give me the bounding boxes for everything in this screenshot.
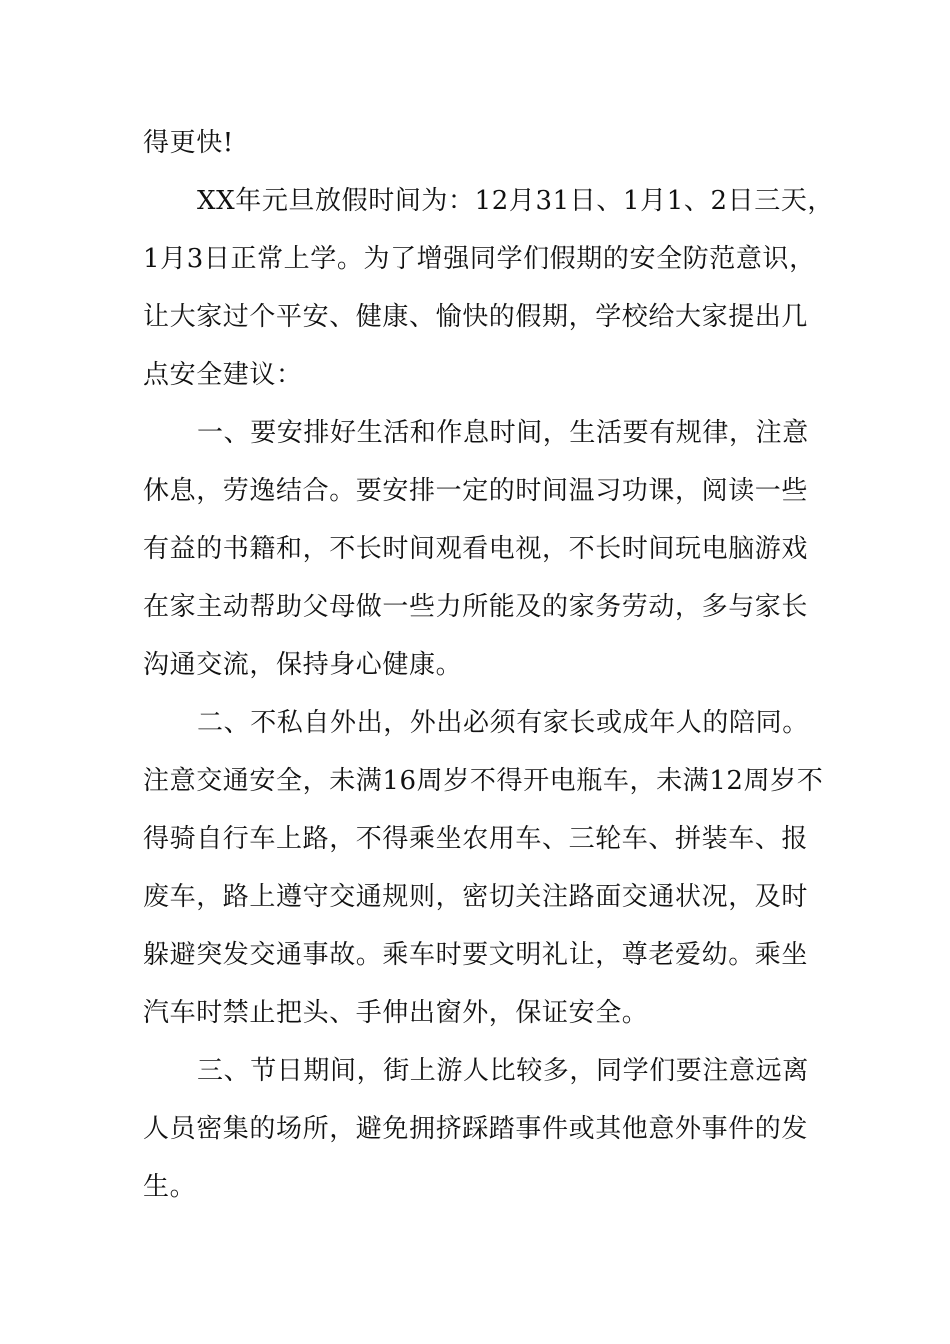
suggestion-3-line-first: 三、节日期间，街上游人比较多，同学们要注意远离 (197, 1056, 809, 1086)
suggestion-1-line: 有益的书籍和，不长时间观看电视，不长时间玩电脑游戏 (143, 534, 809, 564)
suggestion-2-line: 得骑自行车上路，不得乘坐农用车、三轮车、拼装车、报 (143, 824, 809, 854)
holiday-schedule-line: 让大家过个平安、健康、愉快的假期，学校给大家提出几 (143, 302, 809, 332)
suggestion-2-line: 躲避突发交通事故。乘车时要文明礼让，尊老爱幼。乘坐 (143, 940, 809, 970)
suggestion-3-line: 人员密集的场所，避免拥挤踩踏事件或其他意外事件的发 (143, 1114, 809, 1144)
suggestion-2-line: 汽车时禁止把头、手伸出窗外，保证安全。 (143, 998, 649, 1028)
holiday-schedule-line-first: XX年元旦放假时间为：12月31日、1月1、2日三天， (197, 186, 835, 216)
suggestion-2-line: 废车，路上遵守交通规则，密切关注路面交通状况，及时 (143, 882, 809, 912)
suggestion-1-line: 休息，劳逸结合。要安排一定的时间温习功课，阅读一些 (143, 476, 809, 506)
suggestion-3-line: 生。 (143, 1172, 197, 1202)
paragraph-continuation-line: 得更快! (143, 128, 234, 158)
suggestion-1-line: 沟通交流，保持身心健康。 (143, 650, 463, 680)
suggestion-1-line-first: 一、要安排好生活和作息时间，生活要有规律，注意 (197, 418, 809, 448)
suggestion-2-line: 注意交通安全，未满16周岁不得开电瓶车，未满12周岁不 (143, 766, 824, 796)
suggestion-2-line-first: 二、不私自外出，外出必须有家长或成年人的陪同。 (197, 708, 809, 738)
suggestion-1-line: 在家主动帮助父母做一些力所能及的家务劳动，多与家长 (143, 592, 809, 622)
holiday-schedule-line: 1月3日正常上学。为了增强同学们假期的安全防范意识， (143, 244, 816, 274)
holiday-schedule-line: 点安全建议： (143, 360, 303, 390)
